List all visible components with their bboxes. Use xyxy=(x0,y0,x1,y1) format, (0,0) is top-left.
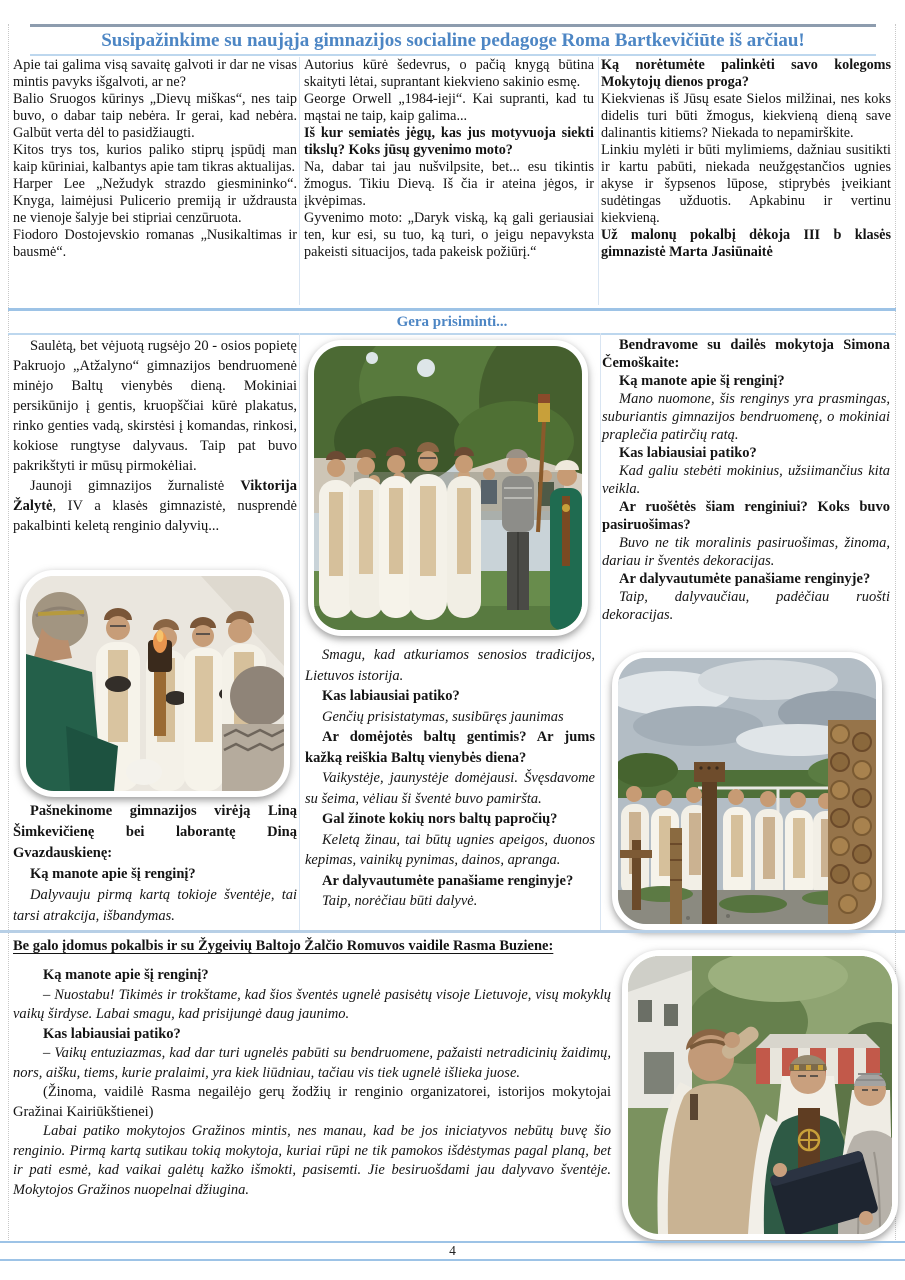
interview-signature: Už malonų pokalbį dėkoja III b klasės gimnazistė Marta Jasiūnaitė xyxy=(601,227,891,260)
column-divider xyxy=(600,333,601,930)
intro-text: Jaunoji gimnazijos žurnalistė xyxy=(30,478,241,494)
interview-question: Ar dalyvautumėte panašiame renginyje? xyxy=(322,872,574,889)
interview-answer: – Nuostabu! Tikimės ir trokštame, kad šios šventės ugnelė pasisėtų visoje Lietuvoje, visų mokyklų vaikų širdyse. Labai smagu, kad prisijungė daug jaunimo. xyxy=(13,986,611,1022)
interview-answer: Genčių prisistatymas, susibūręs jaunimas xyxy=(322,708,564,725)
interview-question: Kas labiausiai patiko? xyxy=(322,688,460,704)
art-teacher-interview-column xyxy=(602,336,890,624)
paragraph: Na, dabar tai jau nušvilpsite, bet... esu tikintis žmogus. Tikiu Dievą. Iš čia ir ateina jėgos, ir įkvėpimas. xyxy=(304,159,594,209)
paragraph: Harper Lee „Nežudyk strazdo giesmininko“. Knyga, laimėjusi Pulicerio premiją ir uždrausta ne vienoje šalyje bei stipriai cenzūruota. xyxy=(13,176,297,226)
interview-question: Ar ruošėtės šiam renginiui? Koks buvo pasiruošimas? xyxy=(602,499,890,533)
paragraph: Kitos trys tos, kurios paliko stiprų įspūdį man kaip kūriniai, kalbantys apie tam tikras aktualijas. xyxy=(13,142,297,175)
column-divider xyxy=(598,57,599,305)
vaidile-interview-heading: Be galo įdomus pokalbis ir su Žygeivių Baltojo Žalčio Romuvos vaidile Rasma Buziene: xyxy=(13,938,554,954)
interview-answer: Kad galiu stebėti mokinius, užsiimančius kita veikla. xyxy=(602,463,890,497)
interview-lead: Pašnekinome gimnazijos virėją Liną Šimkevičienę bei laborantę Diną Gvazdauskienę: xyxy=(13,803,297,861)
editorial-note: (Žinoma, vaidilė Rasma negailėjo gerų žodžių ir renginio organizatorei, istorijos mokytojai Gražinai Kairiūkštienei) xyxy=(13,1084,611,1120)
photo-folk-costume-women xyxy=(622,950,898,1240)
photo-girls-illustration xyxy=(26,576,284,791)
paragraph: Balio Sruogos kūrinys „Dievų miškas“, nes taip buvo, o dabar taip nebėra. Ir gerai, kad nebėra. Galbūt verta dėl to pasidžiaugti. xyxy=(13,91,297,141)
interview-answer: Taip, dalyvaučiau, padėčiau ruošti dekoracijas. xyxy=(602,589,890,623)
section-divider-rule xyxy=(0,930,905,933)
page-title-text: Susipažinkime su naująja gimnazijos socialine pedagoge Roma Bartkevičiūte iš arčiau! xyxy=(101,29,805,51)
intro-text: , IV a klasės gimnazistė, nusprendė pakalbinti keletą renginio dalyvių... xyxy=(13,498,297,534)
interview-answer: – Vaikų entuziazmas, kad dar turi ugnelės pabūti su bendruomene, pažaisti netradicinių žaidimų, nors, aišku, tiems, kurie pralaimi, yra kiek liūdniau, tačiau vis tiek ugnelė išlieka juose. xyxy=(13,1045,611,1081)
photo-poles-illustration xyxy=(618,658,876,924)
interview-answer: Smagu, kad atkuriamos senosios tradicijos, Lietuvos istorija. xyxy=(305,647,595,684)
paragraph: Saulėtą, bet vėjuotą rugsėjo 20 - osios popietę Pakruojo „Atžalyno“ gimnazijos bendruomenė minėjo Baltų vienybės dieną. Mokiniai persikūnijo į gentis, kruopščiai kūrė plakatus, rinko genties vadą, skirstėsi į komandas, rinkosi, kokiose rungtyse dalyvaus. Taip pat buvo pakrikštyti ir mūsų pirmokėliai. xyxy=(13,338,297,474)
photo-balts-procession xyxy=(308,340,588,636)
interview-question: Iš kur semiatės jėgų, kas jus motyvuoja siekti tikslų? Koks jūsų gyvenimo moto? xyxy=(304,125,594,158)
paragraph: George Orwell „1984-ieji“. Kai supranti, kad tu mąstai ne taip, kaip galima... xyxy=(304,91,594,124)
interview-answer: Taip, norėčiau būti dalyvė. xyxy=(322,893,478,909)
interview-question: Ką manote apie šį renginį? xyxy=(43,967,209,983)
interview-lead: Bendravome su dailės mokytoja Simona Čemoškaite: xyxy=(602,337,890,371)
paragraph: Linkiu mylėti ir būti mylimiems, dažniau susitikti ir kartu pabūti, niekada neužgęstančios ugnies akyse ir šypsenos lūpose, stiprybės įveikiant sudėtingas užduotis. Apkabinu ir vertinu kiekvieną. xyxy=(601,142,891,226)
column-divider xyxy=(299,57,300,305)
column-divider xyxy=(299,333,300,930)
interview-question: Ar domėjotės baltų gentimis? Ar jums kažką reiškia Baltų vienybės diena? xyxy=(305,729,595,766)
interview-answer: Labai patiko mokytojos Gražinos mintis, nes manau, kad be jos iniciatyvos nebūtų buvę šio renginio. Pirmą kartą sutikau tokią mokytoja, kuriai rūpi ne tik pamokos išdėstymas pagal planą, bet ir pati esmė, kad vaikai galėtų kažko išmokti, pasisemti. Jie besiruošdami jau dalyvavo šventėje. Mokytojos Gražinos nuopelnai džiugina. xyxy=(13,1123,611,1198)
guests-interview-column xyxy=(305,645,595,912)
interview-question: Ar dalyvautumėte panašiame renginyje? xyxy=(619,571,871,587)
section-banner-text: Gera prisiminti... xyxy=(396,313,508,330)
interview-answer: Mano nuomone, šis renginys yra prasmingas, suburiantis gimnazijos bendruomenę, o mokiniai praplečia patirčių ratą. xyxy=(602,391,890,443)
cook-interview-column xyxy=(13,801,297,927)
interview-question: Gal žinote kokių nors baltų papročių? xyxy=(322,811,558,827)
photo-white-cloaks-wooden-poles xyxy=(612,652,882,930)
interview-answer: Buvo ne tik moralinis pasiruošimas, žinoma, dariau ir šventės dekoracijas. xyxy=(602,535,890,569)
interview-answer: Keletą žinau, tai būtų ugnies apeigos, duonos kepimas, vainikų pynimas, dainos, apranga. xyxy=(305,831,595,868)
interview-column-2 xyxy=(304,57,594,307)
paragraph: Fiodoro Dostojevskio romanas „Nusikaltimas ir bausmė“. xyxy=(13,227,297,260)
interview-question: Ką manote apie šį renginį? xyxy=(619,373,785,389)
interview-question: Kas labiausiai patiko? xyxy=(43,1025,181,1042)
interview-question: Kas labiausiai patiko? xyxy=(619,445,757,461)
paragraph: Autorius kūrė šedevrus, o pačią knygą būtina skaityti lėtai, suprantant kiekvieno sakinio esmę. xyxy=(304,57,594,90)
interview-answer: Dalyvauju pirmą kartą tokioje šventėje, tai tarsi atrakcija, išbandymas. xyxy=(13,887,297,924)
paragraph: Kiekvienas iš Jūsų esate Sielos milžinai, nes koks didelis turi būti žmogus, kiekvieną dieną save dalinantis kitiems? Niekada to nepamirškite. xyxy=(601,91,891,141)
photo-girls-with-ritual-bowls xyxy=(20,570,290,797)
vaidile-interview-text xyxy=(13,966,611,1200)
interview-answer: Vaikystėje, jaunystėje domėjausi. Švęsdavome su šeima, vėliau ši šventė buvo pamiršta. xyxy=(305,770,595,807)
page-title xyxy=(30,24,876,56)
section-banner xyxy=(8,308,896,335)
paragraph: Gyvenimo moto: „Daryk viską, ką gali geriausiai ten, kur esi, su tuo, ką turi, o jeigu nepavyksta pakeisti situacijos, tada pakeisk požiūrį.“ xyxy=(304,210,594,260)
photo-procession-illustration xyxy=(314,346,582,630)
paragraph xyxy=(13,476,297,536)
paragraph: Apie tai galima visą savaitę galvoti ir dar ne visas mintis pavyks išgalvoti, ar ne? xyxy=(13,57,297,90)
page-number: 4 xyxy=(449,1243,456,1258)
photo-women-illustration xyxy=(628,956,892,1234)
event-story-column xyxy=(13,336,297,536)
page-footer xyxy=(0,1241,905,1261)
interview-question: Ką manote apie šį renginį? xyxy=(30,866,196,882)
interview-column-3 xyxy=(601,57,891,307)
journalist-name: Viktorija Žalytė xyxy=(13,478,297,514)
interview-column-1 xyxy=(13,57,297,307)
interview-question: Ką norėtumėte palinkėti savo kolegoms Mokytojų dienos proga? xyxy=(601,57,891,90)
page-left-dotted-border xyxy=(8,24,9,1240)
